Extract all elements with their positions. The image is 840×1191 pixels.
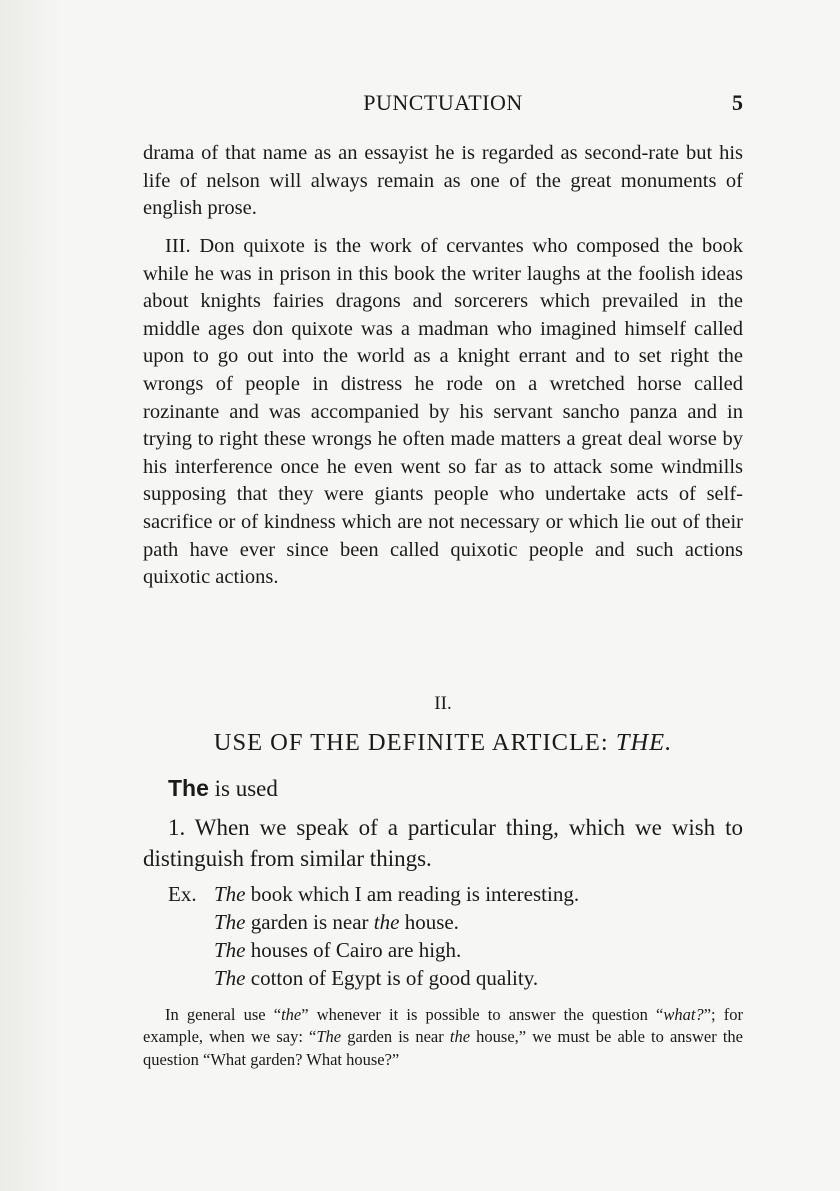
rule-one: 1. When we speak of a particular thing, which we wish to distinguish from similar things. bbox=[143, 815, 743, 871]
page-header bbox=[143, 88, 743, 122]
example-text: book which I am reading is interesting. bbox=[245, 882, 580, 906]
example-line bbox=[214, 908, 459, 936]
example-text: cotton of Egypt is of good quality. bbox=[245, 966, 539, 990]
example-row bbox=[168, 936, 579, 964]
example-row bbox=[168, 964, 579, 992]
example-text: house. bbox=[399, 910, 459, 934]
example-text: houses of Cairo are high. bbox=[245, 938, 462, 962]
example-text: garden is near bbox=[245, 910, 374, 934]
example-line bbox=[214, 880, 579, 908]
example-italic: The bbox=[214, 882, 246, 906]
section-title-prefix: USE OF THE DEFINITE ARTICLE: bbox=[213, 729, 609, 756]
page-number: 5 bbox=[732, 90, 743, 115]
usage-note: In general use “the” whenever it is possible to answer the question “what?”; for example, when we say: “The garden is near the house,” we must be able to answer the question “What garden? What house?” bbox=[143, 1005, 743, 1069]
example-italic: The bbox=[214, 910, 246, 934]
lead-rest: is used bbox=[214, 776, 278, 801]
examples-block bbox=[168, 880, 579, 992]
examples-label: Ex. bbox=[168, 882, 197, 906]
example-italic: The bbox=[214, 966, 246, 990]
example-line bbox=[214, 964, 538, 992]
section-title bbox=[143, 729, 743, 757]
paragraph-don-quixote: III. Don quixote is the work of cervantes who composed the book while he was in prison in this book the writer laughs at the foolish ideas about knights fairies dragons and sorcerers which prevailed in the middle ages don quixote was a madman who imagined himself called upon to go out into the world as a knight errant and to set right the wrongs of people in distress he rode on a wretched horse called rozinante and was accompanied by his servant sancho panza and in trying to right these wrongs he often made matters a great deal worse by his interference once he even went so far as to attack some windmills supposing that they were giants people who undertake acts of self-sacrifice or of kindness which are not necessary or which lie out of their path have ever since been called quixotic people and such actions quixotic actions. bbox=[143, 235, 743, 589]
section-title-article: THE. bbox=[615, 729, 673, 756]
running-head: PUNCTUATION bbox=[363, 90, 523, 115]
page-margin-shade bbox=[0, 0, 62, 1191]
example-row bbox=[168, 908, 579, 936]
example-italic: The bbox=[214, 938, 246, 962]
paragraph-continuation: drama of that name as an essayist he is regarded as second-rate but his life of nelson will always remain as one of the great monuments of english prose. bbox=[143, 142, 743, 220]
section-number: II. bbox=[434, 693, 452, 714]
example-line bbox=[214, 936, 461, 964]
example-italic: the bbox=[373, 910, 400, 934]
lead-bold-word: The bbox=[168, 775, 209, 801]
lead-line bbox=[168, 775, 278, 802]
example-row bbox=[168, 880, 579, 908]
